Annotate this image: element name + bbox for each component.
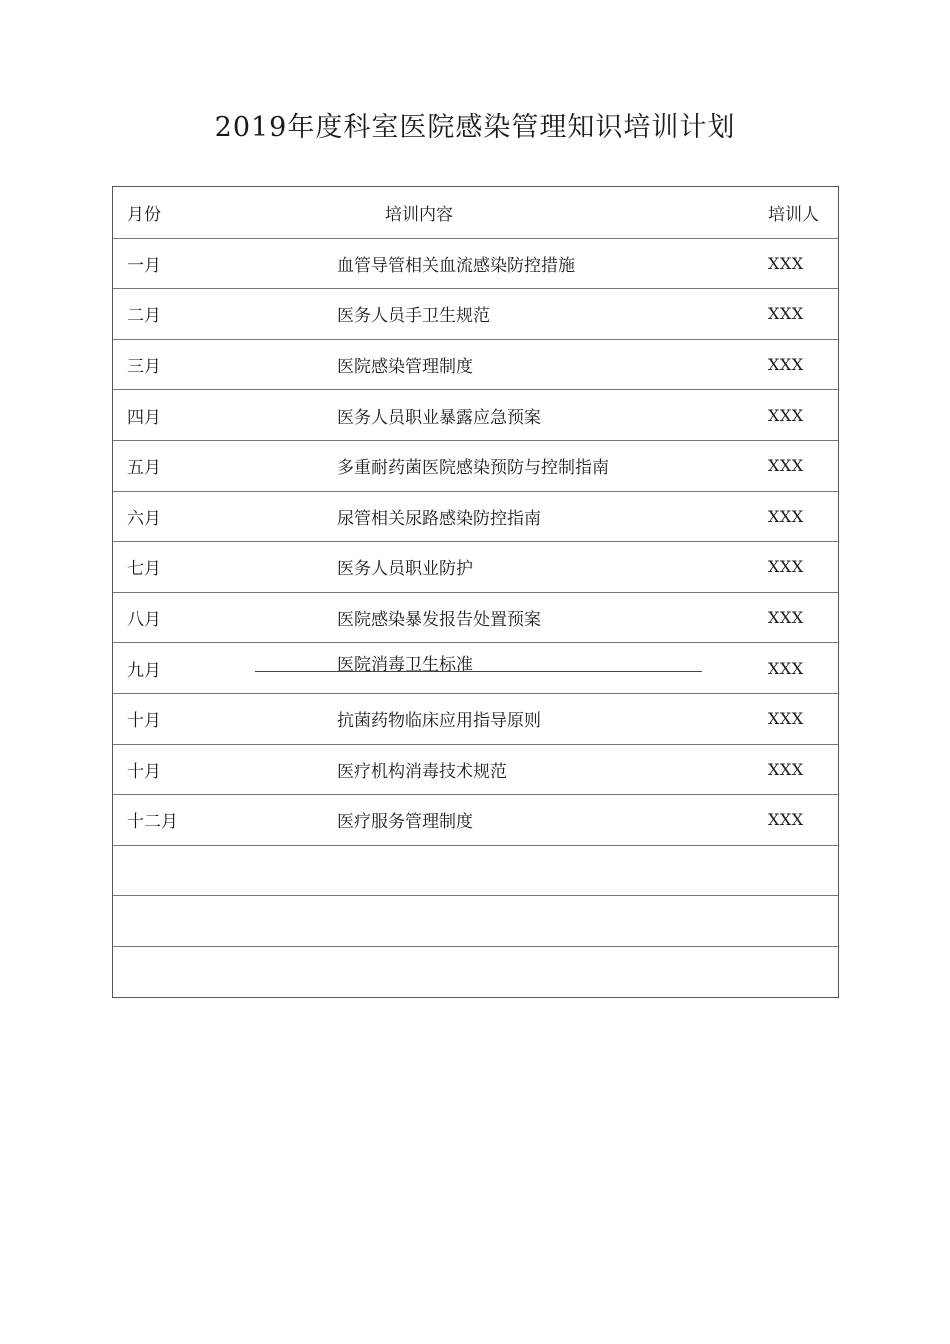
row-content: 医务人员职业暴露应急预案 xyxy=(337,407,541,428)
row-content: 多重耐药菌医院感染预防与控制指南 xyxy=(337,458,609,479)
table-row xyxy=(113,794,838,845)
row-content: 医院感染暴发报告处置预案 xyxy=(337,610,541,631)
row-trainer: XXX xyxy=(768,608,804,628)
row-content: 尿管相关尿路感染防控指南 xyxy=(337,508,541,529)
row-month: 六月 xyxy=(127,508,161,529)
row-content: 医院消毒卫生标准 xyxy=(337,654,473,675)
table-row xyxy=(113,744,838,795)
header-trainer: 培训人 xyxy=(768,204,819,225)
table-header-row xyxy=(113,187,838,238)
row-trainer: XXX xyxy=(768,709,804,729)
row-trainer: XXX xyxy=(768,506,804,526)
row-month: 十月 xyxy=(127,761,161,782)
table-row xyxy=(113,440,838,491)
row-trainer: XXX xyxy=(768,405,804,425)
table-row xyxy=(113,288,838,339)
row-trainer: XXX xyxy=(768,304,804,324)
row-month: 三月 xyxy=(127,357,161,378)
row-month: 二月 xyxy=(127,306,161,327)
row-month: 一月 xyxy=(127,255,161,276)
row-trainer: XXX xyxy=(768,658,804,678)
table-row xyxy=(113,339,838,390)
row-trainer: XXX xyxy=(768,810,804,830)
training-plan-table xyxy=(112,186,839,998)
row-month: 十月 xyxy=(127,711,161,732)
row-month: 十二月 xyxy=(127,812,178,833)
table-row xyxy=(113,238,838,289)
row-month: 八月 xyxy=(127,610,161,631)
row-content: 医院感染管理制度 xyxy=(337,357,473,378)
row-content: 医务人员职业防护 xyxy=(337,559,473,580)
row-month: 九月 xyxy=(127,660,161,681)
row-month: 五月 xyxy=(127,458,161,479)
row-content: 医疗服务管理制度 xyxy=(337,812,473,833)
row-trainer: XXX xyxy=(768,456,804,476)
row-trainer: XXX xyxy=(768,253,804,273)
row-content: 医务人员手卫生规范 xyxy=(337,306,490,327)
row-content: 医疗机构消毒技术规范 xyxy=(337,761,507,782)
row-trainer: XXX xyxy=(768,355,804,375)
table-row xyxy=(113,541,838,592)
row-trainer: XXX xyxy=(768,759,804,779)
table-row xyxy=(113,389,838,440)
row-content: 血管导管相关血流感染防控措施 xyxy=(337,255,575,276)
row-month: 七月 xyxy=(127,559,161,580)
header-content: 培训内容 xyxy=(385,204,453,225)
row-month: 四月 xyxy=(127,407,161,428)
empty-row xyxy=(113,845,838,896)
empty-row xyxy=(113,895,838,946)
table-row xyxy=(113,491,838,542)
page-title: 2019年度科室医院感染管理知识培训计划 xyxy=(214,112,736,143)
table-row xyxy=(113,693,838,744)
row-content: 抗菌药物临床应用指导原则 xyxy=(337,711,541,732)
row-trainer: XXX xyxy=(768,557,804,577)
table-row xyxy=(113,642,838,693)
underline-rule xyxy=(255,671,702,672)
table-row xyxy=(113,592,838,643)
header-month: 月份 xyxy=(127,204,161,225)
empty-row xyxy=(113,946,838,997)
